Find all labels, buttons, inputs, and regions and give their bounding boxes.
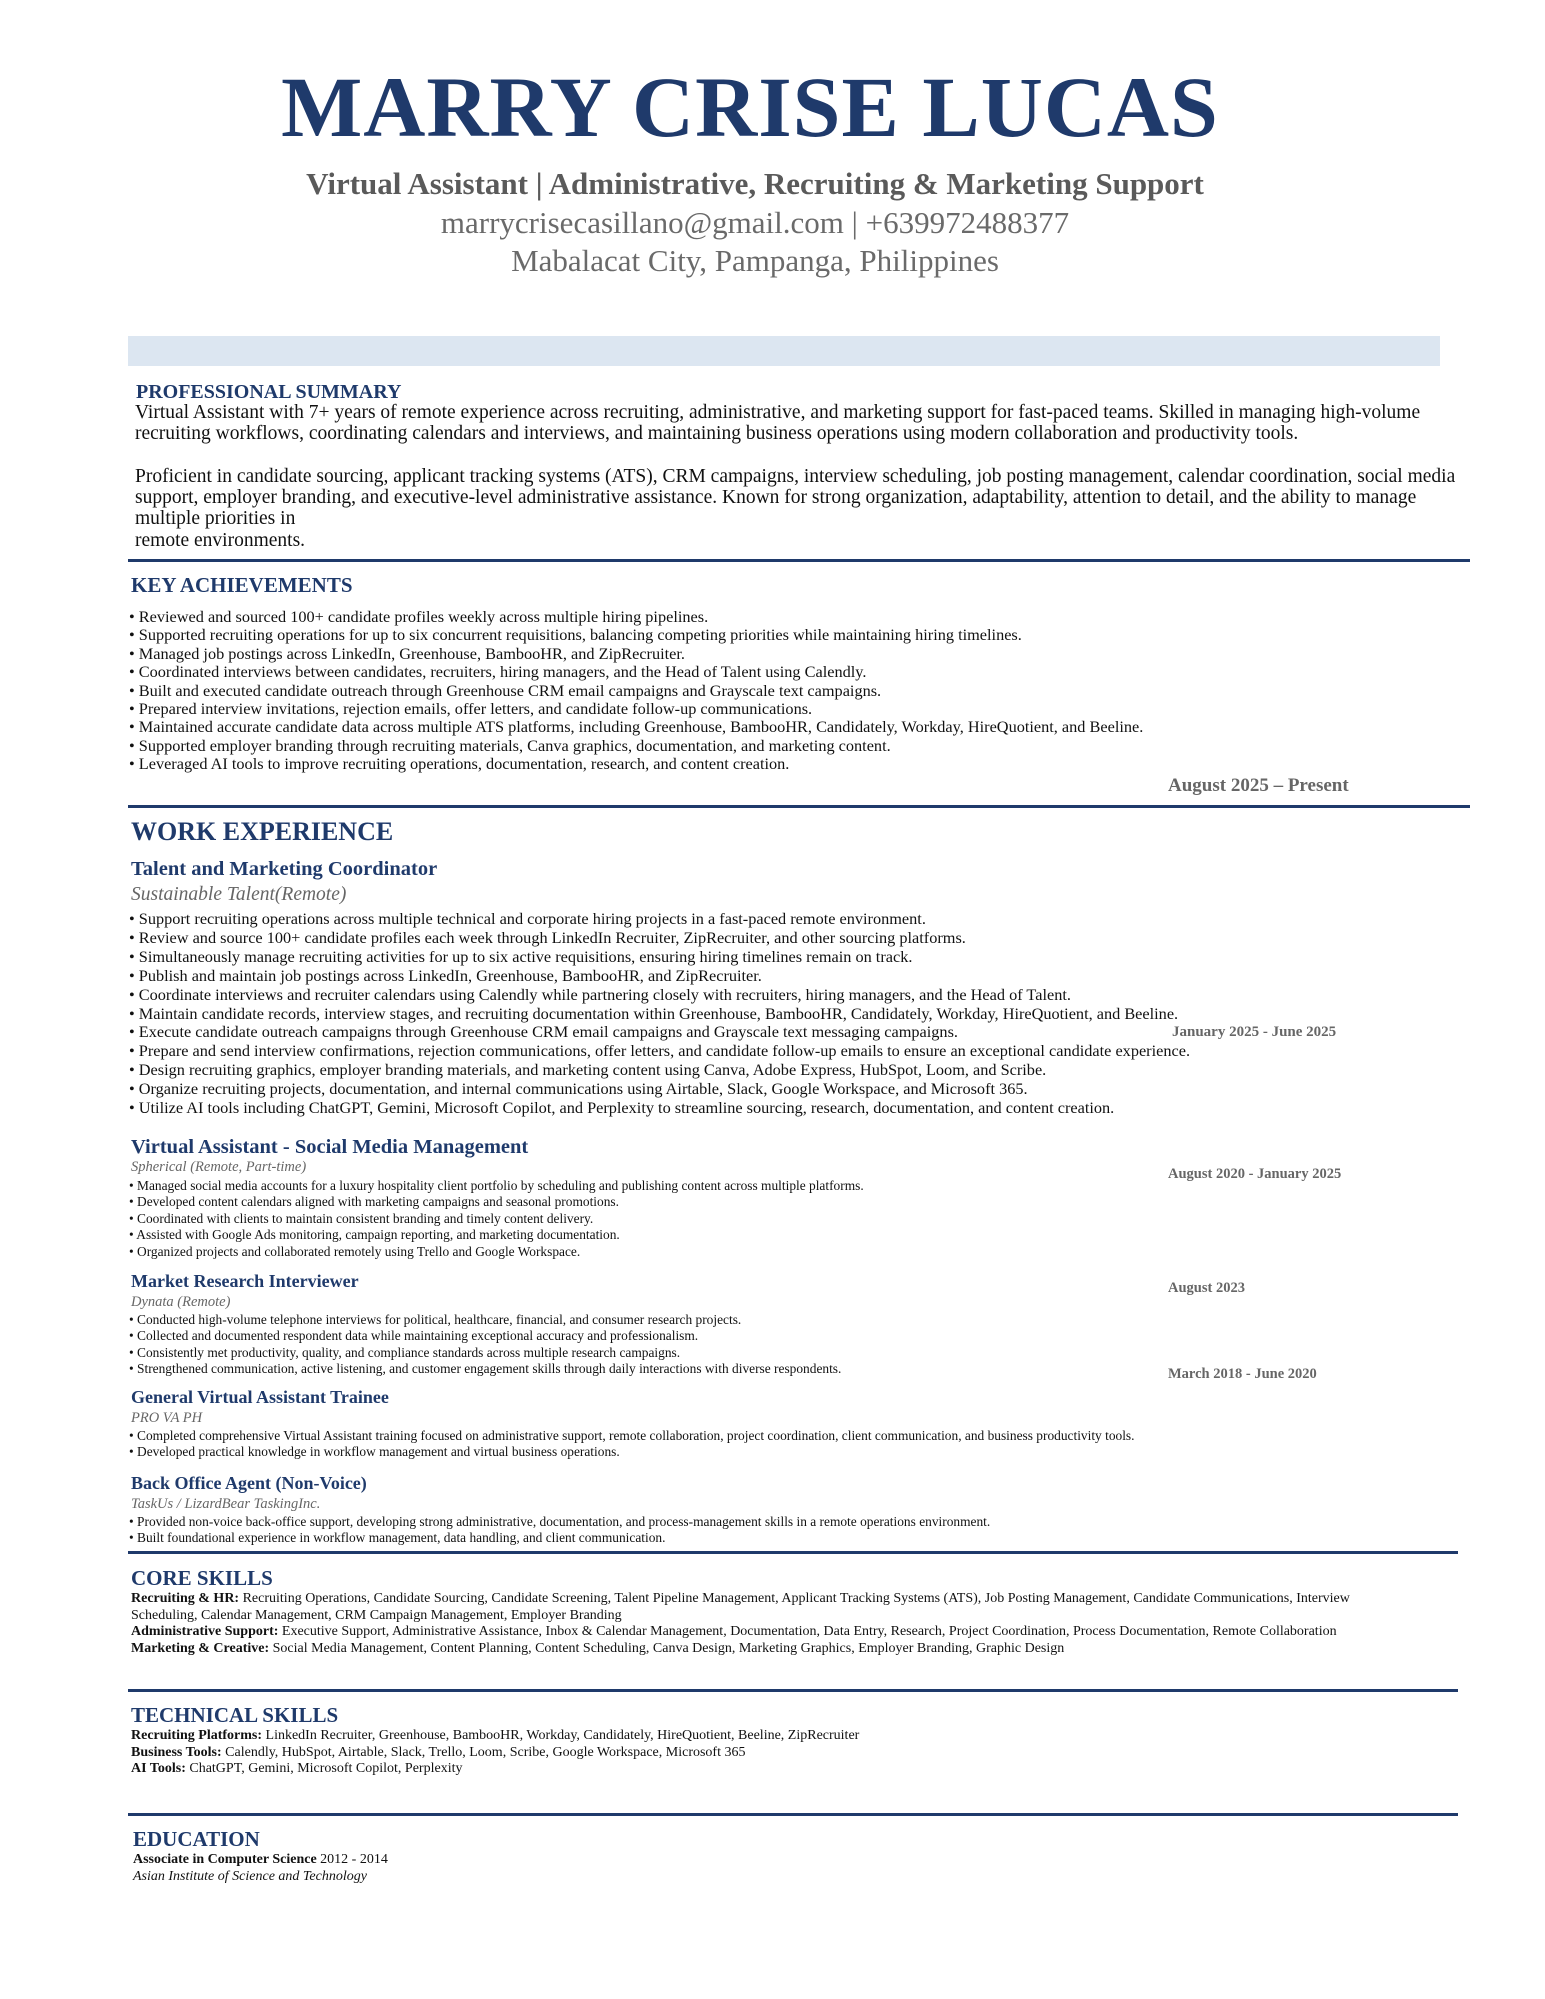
summary-paragraph-2: Proficient in candidate sourcing, applicant tracking systems (ATS), CRM campaigns, interview scheduling, job posting management, calendar coordination, social media support, employer branding, and executive-level administrative assistance. Known for strong organization, adaptability, attention to detail, and the ability to manage multiple priorities in <box>135 466 1456 529</box>
achievement-item: • Managed job postings across LinkedIn, Greenhouse, BambooHR, and ZipRecruiter. <box>129 643 685 663</box>
job-date: January 2025 - June 2025 <box>1168 1024 1340 1041</box>
job-bullet: • Maintain candidate records, interview stages, and recruiting documentation within Greenhouse, BambooHR, Candidately, Workday, HireQuotient, and Beeline. <box>129 1003 1179 1023</box>
job-company: Spherical (Remote, Part-time) <box>131 1159 307 1175</box>
headline: Virtual Assistant | Administrative, Recruiting & Marketing Support <box>306 166 1204 201</box>
skill-row <box>131 1745 1411 1762</box>
job-date: August 2023 <box>1168 1280 1245 1296</box>
skill-text: LinkedIn Recruiter, Greenhouse, BambooHR, Workday, Candidately, HireQuotient, Beeline, ZipRecruiter <box>262 1728 860 1743</box>
achievement-item: • Built and executed candidate outreach through Greenhouse CRM email campaigns and Grayscale text campaigns. <box>129 680 882 700</box>
section-divider <box>128 1551 1458 1554</box>
skill-row <box>131 1728 1411 1745</box>
skill-label: Recruiting & HR: <box>131 1591 240 1606</box>
achievement-item: • Maintained accurate candidate data across multiple ATS platforms, including Greenhouse, BambooHR, Candidately, Workday, HireQuotient, and Beeline. <box>129 717 1144 737</box>
job-bullets <box>129 1178 1429 1260</box>
achievement-item: • Leveraged AI tools to improve recruiting operations, documentation, research, and content creation. <box>129 754 790 774</box>
candidate-name: MARRY CRISE LUCAS <box>281 59 1219 155</box>
job-bullet: • Provided non-voice back-office support, developing strong administrative, documentation, and process-management skills in a remote operations environment. <box>129 1514 991 1529</box>
job-bullet: • Managed social media accounts for a luxury hospitality client portfolio by scheduling and publishing content across multiple platforms. <box>129 1178 864 1193</box>
job-bullet: • Execute candidate outreach campaigns through Greenhouse CRM email campaigns and Grayscale text messaging campaigns. <box>129 1022 958 1042</box>
job-bullets <box>129 1514 1469 1547</box>
job-bullet: • Organize recruiting projects, documentation, and internal communications using Airtable, Slack, Google Workspace, and Microsoft 365. <box>129 1079 1028 1099</box>
section-divider <box>128 559 1470 562</box>
job-bullet: • Completed comprehensive Virtual Assistant training focused on administrative support, remote collaboration, project coordination, client communication, and business productivity tools. <box>129 1428 1135 1443</box>
job-bullet: • Conducted high-volume telephone interviews for political, healthcare, financial, and consumer research projects. <box>129 1312 742 1327</box>
job-bullet: • Publish and maintain job postings across LinkedIn, Greenhouse, BambooHR, and ZipRecruiter. <box>129 965 762 985</box>
job-bullets <box>129 1428 1469 1461</box>
job-bullet: • Utilize AI tools including ChatGPT, Gemini, Microsoft Copilot, and Perplexity to streamline sourcing, research, documentation, and content creation. <box>129 1098 1115 1118</box>
job-bullet: • Coordinated with clients to maintain consistent branding and timely content delivery. <box>129 1210 594 1226</box>
school-name: Asian Institute of Science and Technology <box>133 1869 367 1884</box>
job-title: Virtual Assistant - Social Media Management <box>131 1136 529 1158</box>
job-bullet: • Assisted with Google Ads monitoring, campaign reporting, and marketing documentation. <box>129 1227 620 1243</box>
skill-label: AI Tools: <box>131 1761 186 1777</box>
header-band <box>128 336 1440 366</box>
job-title: Market Research Interviewer <box>131 1271 359 1291</box>
section-divider <box>128 805 1470 808</box>
job-date: March 2018 - June 2020 <box>1168 1366 1317 1382</box>
summary-paragraph-3: remote environments. <box>135 530 306 551</box>
job-bullet: • Built foundational experience in workflow management, data handling, and client communication. <box>129 1530 666 1546</box>
job-bullet: • Prepare and send interview confirmations, rejection communications, offer letters, and candidate follow-up emails to ensure an exceptional candidate experience. <box>129 1041 1191 1061</box>
education-entry <box>133 1852 388 1869</box>
job-bullet: • Organized projects and collaborated remotely using Trello and Google Workspace. <box>129 1243 581 1259</box>
skill-text: Recruiting Operations, Candidate Sourcing, Candidate Screening, Talent Pipeline Management, Applicant Tracking Systems (ATS), Job Posting Management, Candidate Communications, Interview Scheduling, Calendar Management, CRM Campaign Management, Employer Branding <box>131 1591 1350 1623</box>
achievements-heading: KEY ACHIEVEMENTS <box>131 573 353 597</box>
achievement-item: • Supported recruiting operations for up to six concurrent requisitions, balancing competing priorities while maintaining hiring timelines. <box>129 625 1022 645</box>
achievement-item: • Supported employer branding through recruiting materials, Canva graphics, documentation, and marketing content. <box>129 735 891 755</box>
job-bullet: • Collected and documented respondent data while maintaining exceptional accuracy and professionalism. <box>129 1328 699 1344</box>
technical-skills-block <box>131 1728 1411 1778</box>
job-bullet: • Strengthened communication, active listening, and customer engagement skills through daily interactions with diverse respondents. <box>129 1361 842 1377</box>
skill-label: Marketing & Creative: <box>131 1640 270 1656</box>
contact-line: marrycrisecasillano@gmail.com | +639972488377 <box>440 205 1070 240</box>
job-title: Back Office Agent (Non-Voice) <box>131 1473 367 1493</box>
skill-label: Administrative Support: <box>131 1624 279 1640</box>
achievement-item: • Coordinated interviews between candidates, recruiters, hiring managers, and the Head of Talent using Calendly. <box>129 662 867 682</box>
section-divider <box>128 1813 1458 1816</box>
job-date: August 2020 - January 2025 <box>1168 1166 1342 1182</box>
achievements-list <box>129 608 1459 774</box>
skill-text: Executive Support, Administrative Assistance, Inbox & Calendar Management, Documentation, Data Entry, Research, Project Coordination, Process Documentation, Remote Collaboration <box>278 1624 1337 1640</box>
skill-row <box>131 1591 1411 1624</box>
location-line: Mabalacat City, Pampanga, Philippines <box>511 243 999 278</box>
job-bullet: • Review and source 100+ candidate profiles each week through LinkedIn Recruiter, ZipRecruiter, and other sourcing platforms. <box>129 927 966 947</box>
achievement-item: • Reviewed and sourced 100+ candidate profiles weekly across multiple hiring pipelines. <box>129 607 709 626</box>
skill-text: Calendly, HubSpot, Airtable, Slack, Trello, Loom, Scribe, Google Workspace, Microsoft 365 <box>221 1744 746 1760</box>
core-skills-heading: CORE SKILLS <box>131 1566 273 1590</box>
work-heading: WORK EXPERIENCE <box>131 817 394 846</box>
job-bullet: • Consistently met productivity, quality, and compliance standards across multiple research campaigns. <box>129 1344 681 1360</box>
job-company: PRO VA PH <box>131 1410 203 1426</box>
education-heading: EDUCATION <box>133 1827 260 1851</box>
degree-years: 2012 - 2014 <box>316 1852 388 1867</box>
job-bullet: • Support recruiting operations across multiple technical and corporate hiring projects in a fast-paced remote environment. <box>129 909 926 928</box>
job-bullet: • Developed practical knowledge in workflow management and virtual business operations. <box>129 1444 620 1460</box>
job-bullet: • Simultaneously manage recruiting activities for up to six active requisitions, ensuring hiring timelines remain on track. <box>129 946 913 966</box>
job-company: Sustainable Talent(Remote) <box>131 884 347 905</box>
section-divider <box>128 1689 1458 1692</box>
skill-row <box>131 1641 1411 1658</box>
summary-heading: PROFESSIONAL SUMMARY <box>136 381 402 403</box>
skill-row <box>131 1761 1411 1778</box>
job-bullet: • Coordinate interviews and recruiter calendars using Calendly while partnering closely with recruiters, hiring managers, and the Head of Talent. <box>129 984 1071 1004</box>
degree: Associate in Computer Science <box>133 1852 317 1867</box>
skill-text: Social Media Management, Content Planning, Content Scheduling, Canva Design, Marketing Graphics, Employer Branding, Graphic Design <box>269 1640 1065 1656</box>
skill-label: Business Tools: <box>131 1744 222 1760</box>
job-title: General Virtual Assistant Trainee <box>131 1387 389 1407</box>
job-bullet: • Developed content calendars aligned with marketing campaigns and seasonal promotions. <box>129 1194 619 1210</box>
technical-skills-heading: TECHNICAL SKILLS <box>131 1703 339 1727</box>
job-title: Talent and Marketing Coordinator <box>131 858 438 880</box>
skill-row <box>131 1624 1411 1641</box>
job-date: August 2025 – Present <box>1168 775 1349 796</box>
job-company: TaskUs / LizardBear TaskingInc. <box>131 1496 321 1512</box>
summary-paragraph-1: Virtual Assistant with 7+ years of remote experience across recruiting, administrative, and marketing support for fast-paced teams. Skilled in managing high-volume recruiting workflows, coordinating calendars and interviews, and maintaining business operations using modern collaboration and productivity tools. <box>135 402 1421 444</box>
skill-text: ChatGPT, Gemini, Microsoft Copilot, Perplexity <box>185 1761 463 1777</box>
achievement-item: • Prepared interview invitations, rejection emails, offer letters, and candidate follow-up communications. <box>129 699 813 719</box>
job-bullets <box>129 910 1489 1118</box>
core-skills-block <box>131 1591 1411 1657</box>
job-company: Dynata (Remote) <box>131 1294 231 1310</box>
job-bullet: • Design recruiting graphics, employer branding materials, and marketing content using Canva, Adobe Express, HubSpot, Loom, and Scribe. <box>129 1060 1047 1080</box>
skill-label: Recruiting Platforms: <box>131 1728 263 1743</box>
